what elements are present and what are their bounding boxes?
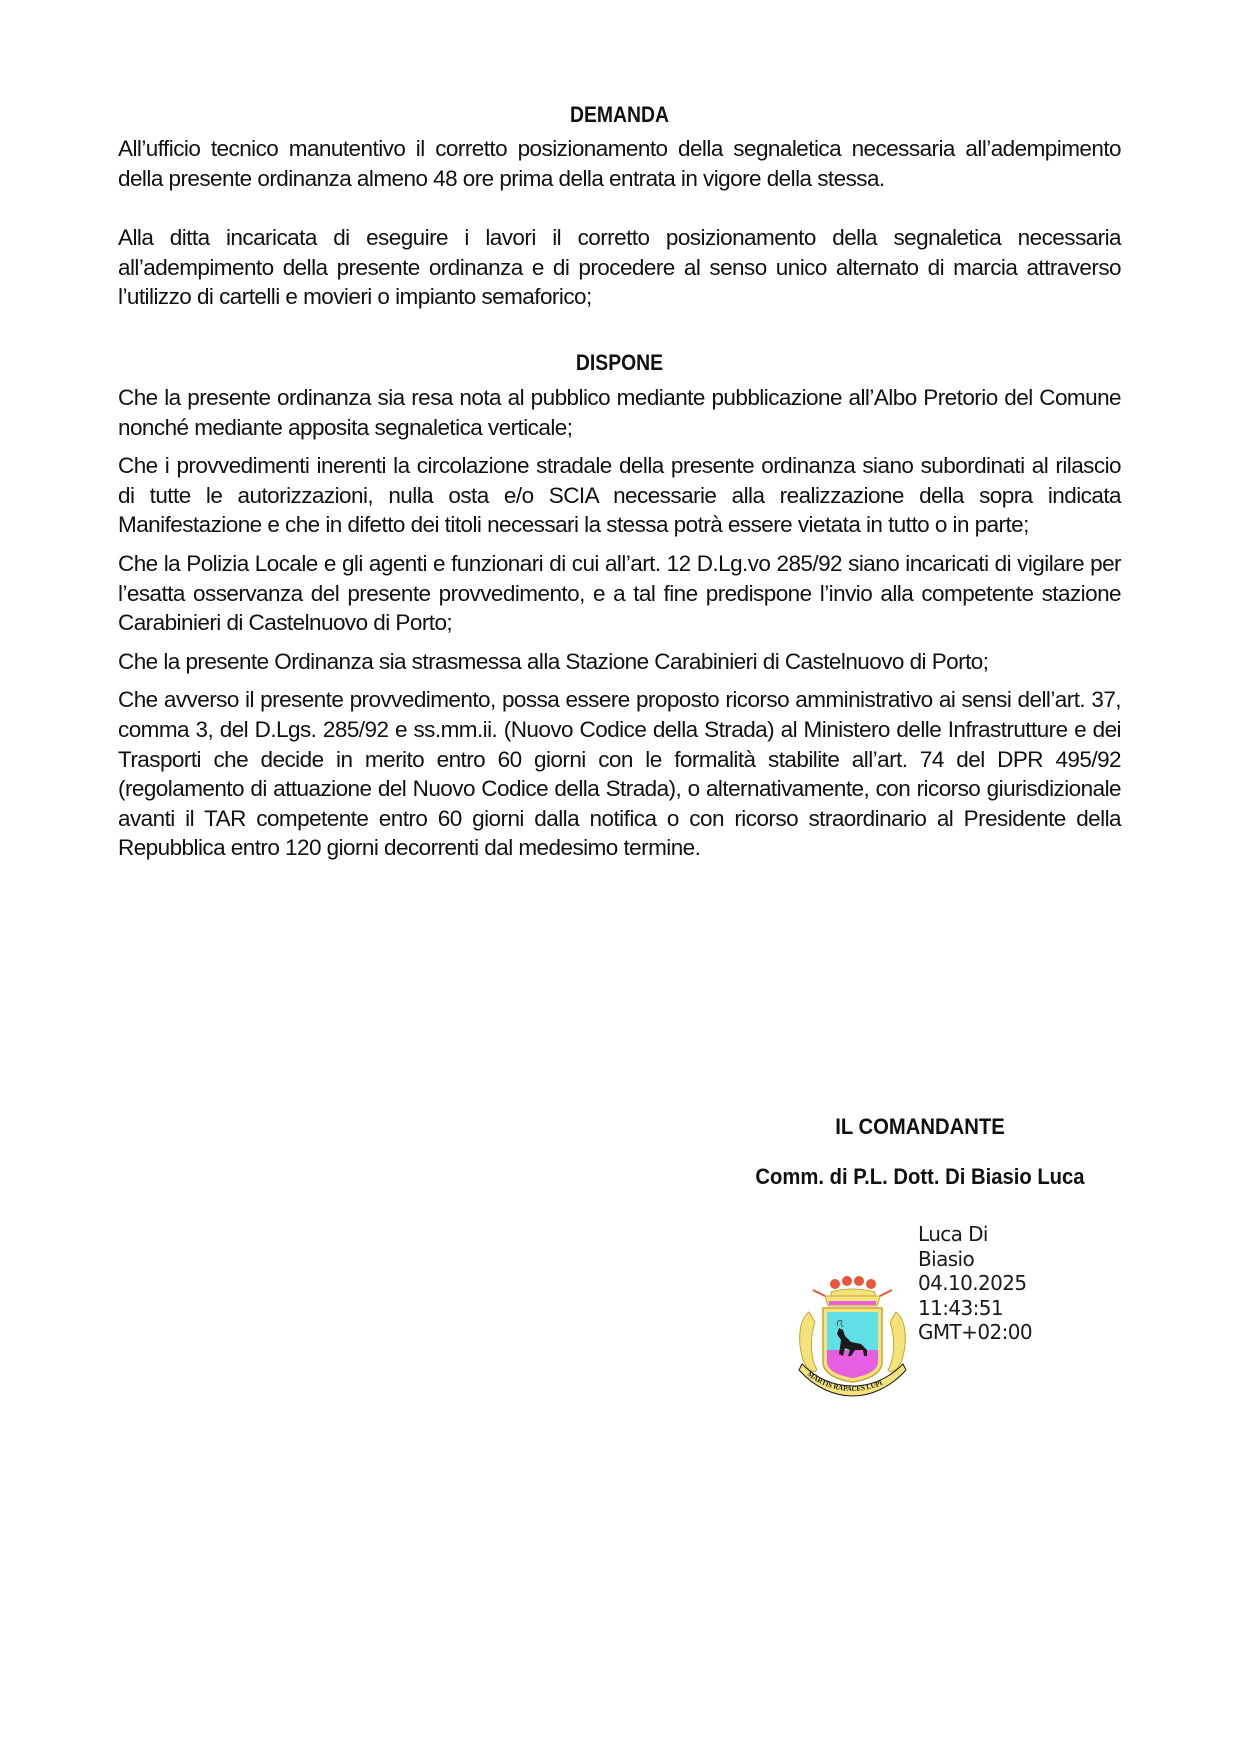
digital-signature-line: Luca Di: [918, 1222, 988, 1246]
paragraph: All’ufficio tecnico manutentivo il corretto posizionamento della segnaletica necessaria all’adempimento della presente ordinanza almeno 48 ore prima della entrata in vigore della stessa.: [118, 136, 1121, 191]
digital-signature-stamp: [918, 1222, 1032, 1345]
coat-of-arms-icon: [795, 1270, 910, 1400]
digital-signature-date: 04.10.2025: [918, 1271, 1027, 1295]
crest-motto: MARTIS RAPACES LUPI: [805, 1369, 884, 1394]
section-title-demanda: DEMANDA: [570, 102, 669, 127]
digital-signature-line: Biasio: [918, 1246, 975, 1271]
paragraph: Che i provvedimenti inerenti la circolazione stradale della presente ordinanza siano subordinati al rilascio di tutte le autorizzazioni, nulla osta e/o SCIA necessarie alla realizzazione della sopra indicata Manifestazione e che in difetto dei titoli necessari la stessa potrà essere vietata in tutto o in parte;: [118, 453, 1121, 538]
paragraph: Che avverso il presente provvedimento, possa essere proposto ricorso amministrativo ai sensi dell’art. 37, comma 3, del D.Lgs. 285/92 e ss.mm.ii. (Nuovo Codice della Strada) al Ministero delle Infrastrutture e dei Trasporti che decide in merito entro 60 giorni con le formalità stabilite all’art. 74 del DPR 495/92 (regolamento di attuazione del Nuovo Codice della Strada), o alternativamente, con ricorso giurisdizionale avanti il TAR competente entro 60 giorni dalla notifica o con ricorso straordinario al Presidente della Repubblica entro 120 giorni decorrenti dal medesimo termine.: [118, 687, 1121, 861]
paragraph: Che la presente Ordinanza sia strasmessa alla Stazione Carabinieri di Castelnuovo di Porto;: [118, 648, 989, 674]
signature-name: Comm. di P.L. Dott. Di Biasio Luca: [755, 1164, 1085, 1189]
digital-signature-time: 11:43:51: [918, 1295, 1004, 1320]
signature-block: [700, 1112, 1140, 1192]
section-title-dispone: DISPONE: [575, 349, 664, 375]
digital-signature-timezone: GMT+02:00: [918, 1320, 1032, 1344]
paragraph: Alla ditta incaricata di eseguire i lavori il corretto posizionamento della segnaletica necessaria all’adempimento della presente ordinanza e di procedere al senso unico alternato di marcia attraverso l’utilizzo di cartelli e movieri o impianto semaforico;: [118, 225, 1121, 310]
signature-role: IL COMANDANTE: [835, 1114, 1005, 1139]
paragraph: Che la Polizia Locale e gli agenti e funzionari di cui all’art. 12 D.Lg.vo 285/92 siano incaricati di vigilare per l’esatta osservanza del presente provvedimento, e a tal fine predispone l’invio alla competente stazione Carabinieri di Castelnuovo di Porto;: [118, 550, 1121, 636]
document-body: [118, 100, 1121, 863]
paragraph: Che la presente ordinanza sia resa nota al pubblico mediante pubblicazione all’Albo Pretorio del Comune nonché mediante apposita segnaletica verticale;: [118, 384, 1121, 440]
